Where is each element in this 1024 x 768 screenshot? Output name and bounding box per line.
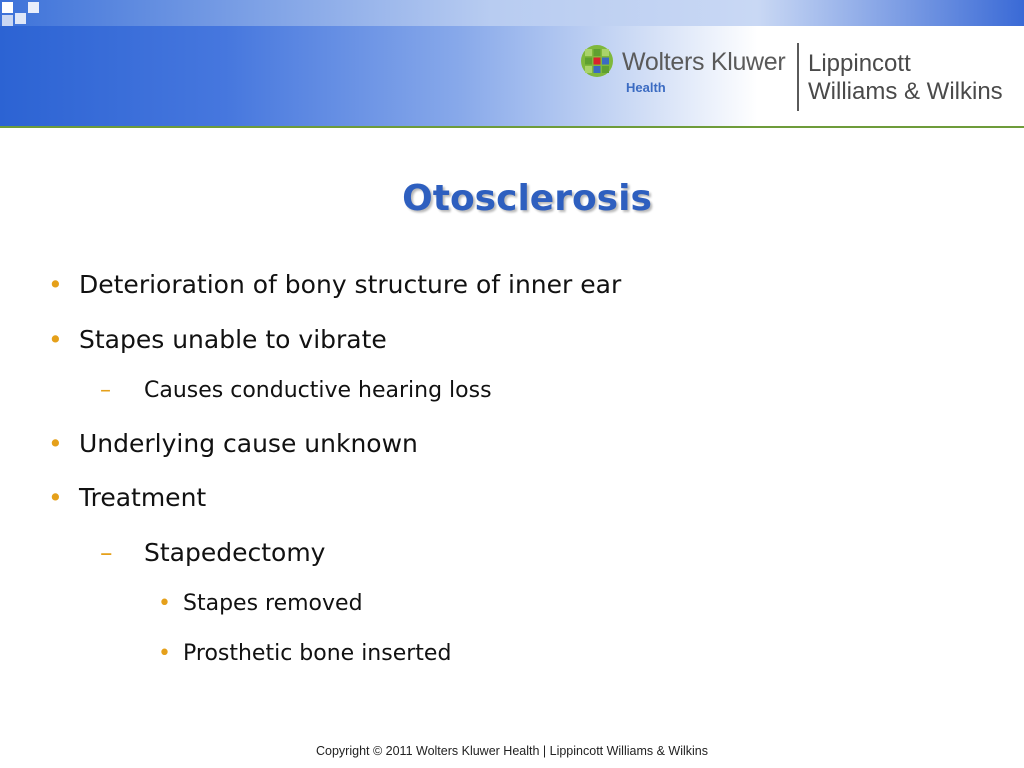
bullet-item: Stapes unable to vibrate (79, 325, 387, 354)
slide-title: Otosclerosis (402, 178, 652, 219)
publisher-logo (578, 40, 1024, 116)
publisher-name-line2: Williams & Wilkins (808, 78, 1003, 105)
bullet-marker: • (48, 270, 63, 299)
deco-square (28, 2, 39, 13)
logo-divider (797, 43, 799, 111)
header-top-band (0, 0, 1024, 26)
sub-sub-bullet-marker: • (158, 591, 171, 616)
brand-name: Wolters Kluwer (622, 48, 786, 76)
copyright-footer: Copyright © 2011 Wolters Kluwer Health | Lippincott Williams & Wilkins (316, 744, 708, 758)
sub-sub-bullet-item: Prosthetic bone inserted (183, 641, 452, 666)
bullet-item: Treatment (79, 483, 207, 512)
deco-square (15, 13, 26, 24)
publisher-name-line1: Lippincott (808, 50, 911, 77)
brand-subtitle: Health (626, 80, 666, 95)
sub-bullet-marker: – (100, 538, 113, 567)
deco-square (2, 2, 13, 13)
deco-square (2, 15, 13, 26)
bullet-item: Deterioration of bony structure of inner ear (79, 270, 622, 299)
sub-bullet-item: Stapedectomy (144, 538, 326, 567)
wolters-kluwer-logo-icon (580, 44, 614, 78)
sub-sub-bullet-marker: • (158, 641, 171, 666)
sub-bullet-item: Causes conductive hearing loss (144, 378, 492, 403)
bullet-item: Underlying cause unknown (79, 429, 418, 458)
decorative-squares (0, 0, 64, 26)
bullet-marker: • (48, 429, 63, 458)
bullet-marker: • (48, 325, 63, 354)
header-rule (0, 126, 1024, 128)
sub-sub-bullet-item: Stapes removed (183, 591, 363, 616)
sub-bullet-marker: – (100, 378, 111, 403)
bullet-marker: • (48, 483, 63, 512)
